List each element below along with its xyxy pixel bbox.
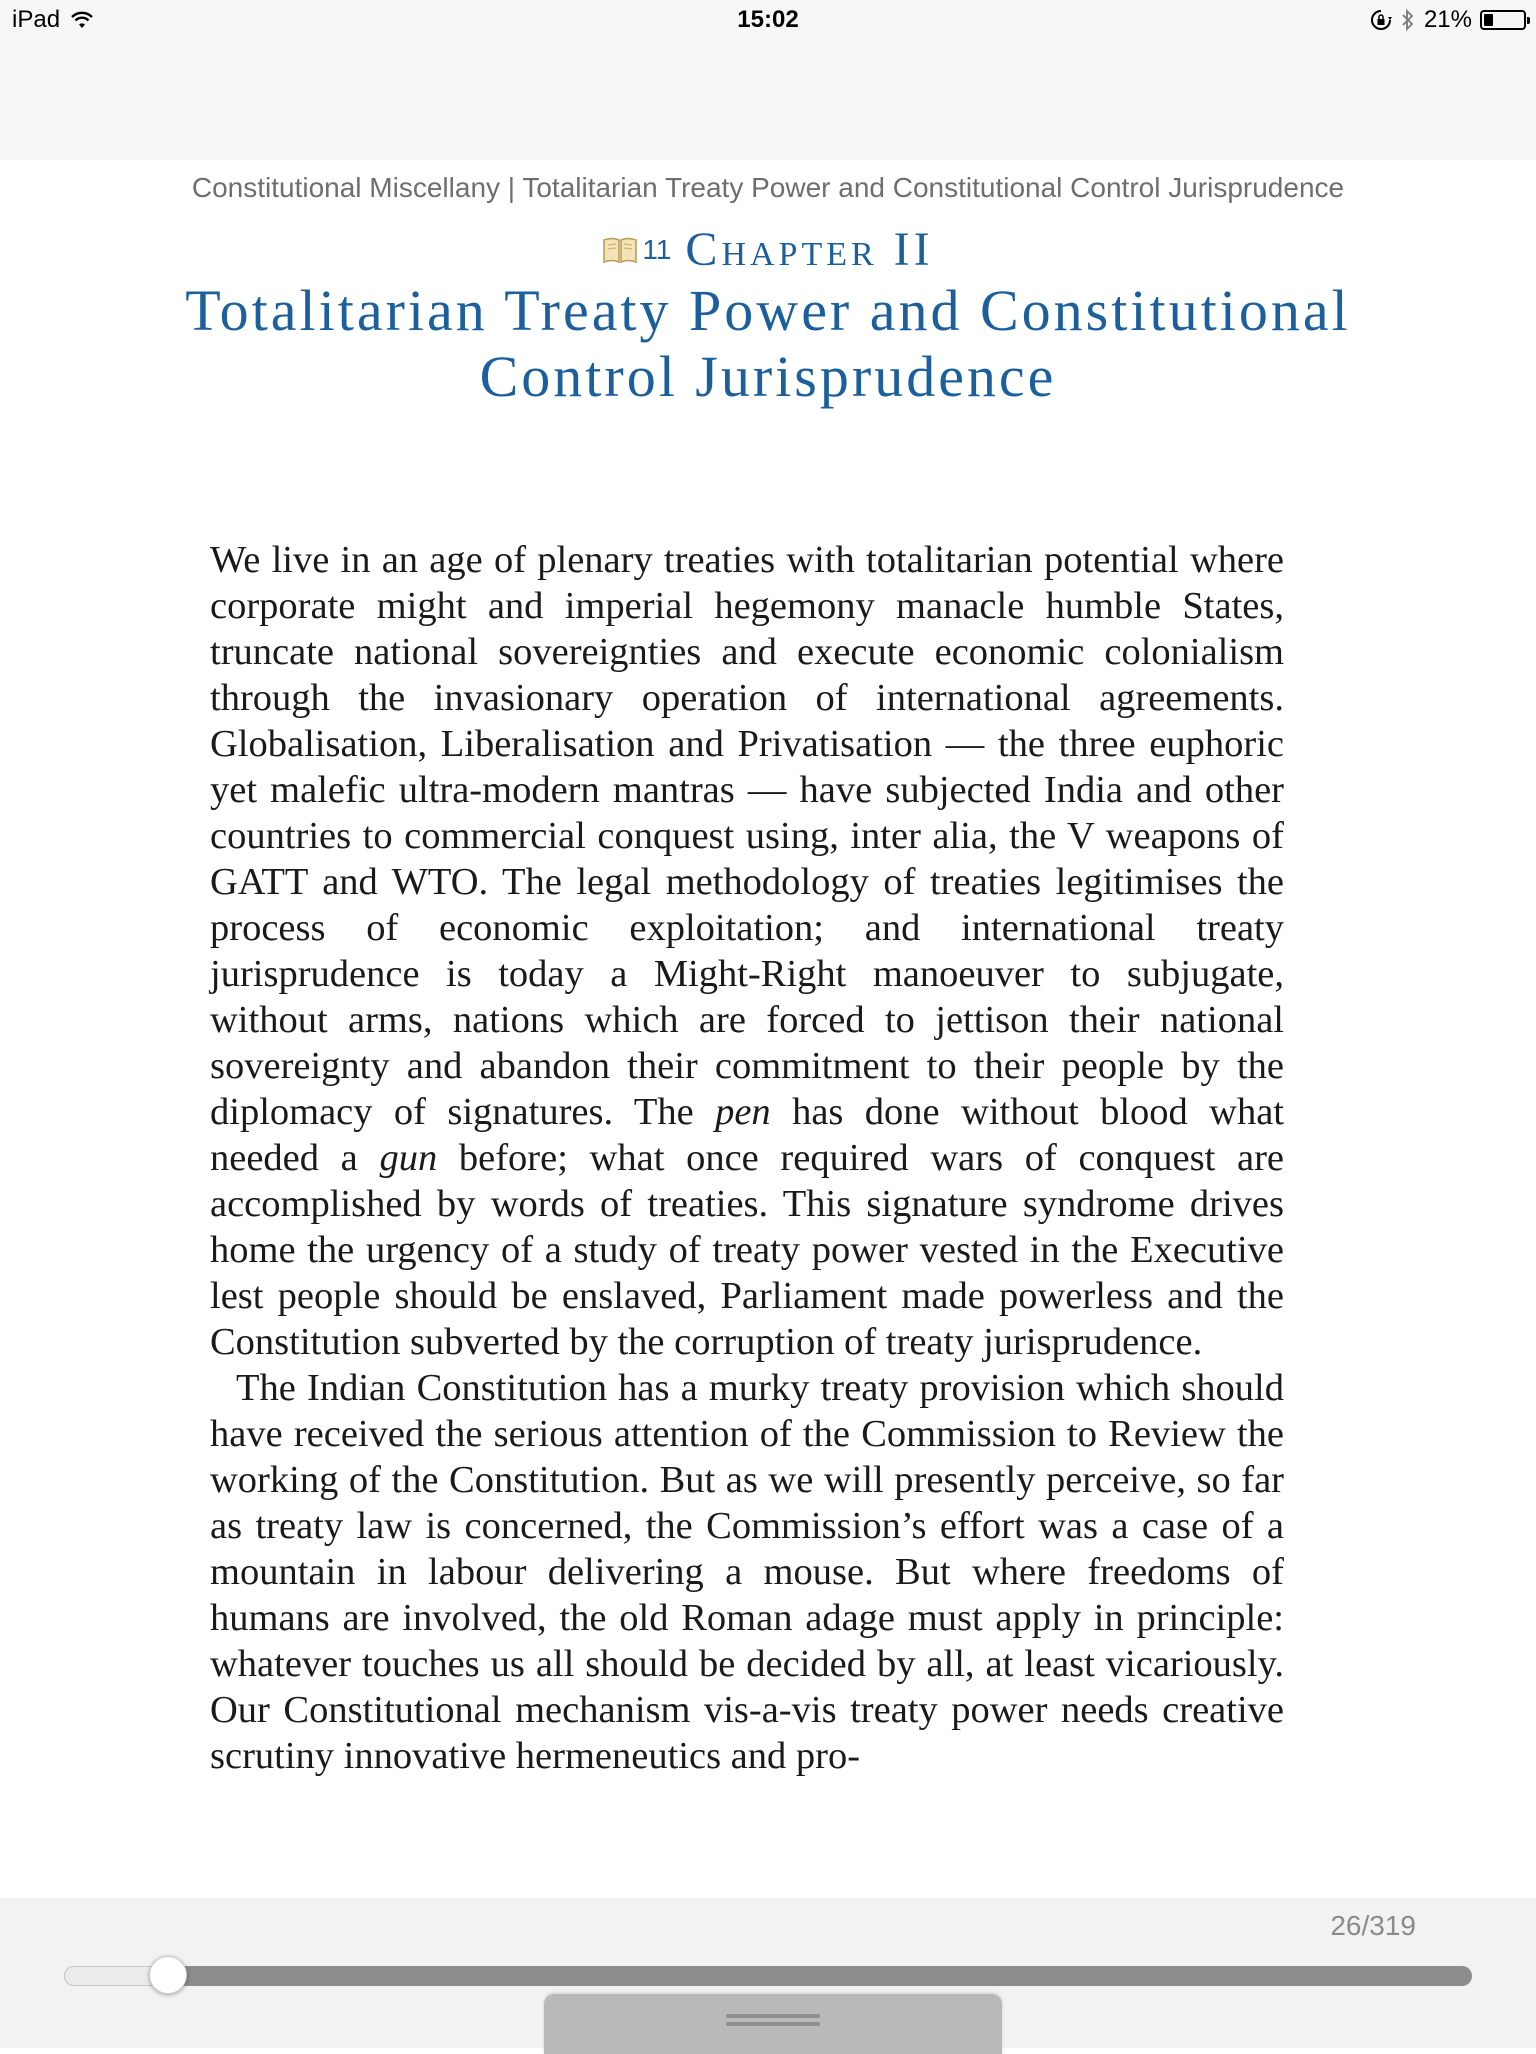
chapter-title: Totalitarian Treaty Power and Constitutional Control Jurisprudence	[185, 278, 1351, 409]
italic-run: gun	[379, 1137, 438, 1179]
text-run: We live in an age of plenary treaties with totalitarian potential where corporate might and imperial hegemony manacle humble States, truncate national sovereignties and execute economic colonialism through the invasionary operation of international agreements. Globalisation, Liberalisation and Privatisation — the three euphoric yet malefic ultra-modern mantras — have subjected India and other countries to commercial conquest using, inter alia, the V weapons of GATT and WTO. The legal methodology of treaties legitimises the process of economic exploitation; and international treaty jurisprudence is today a Might-Right manoeuver to subjugate, without arms, nations which are forced to jettison their national sovereignty and abandon their commitment to their people by the diplomacy of signatures. The	[210, 539, 1284, 1133]
paragraph-2	[210, 1365, 1284, 1779]
text-run: before; what once required wars of conquest are accomplished by words of treaties. This signature syndrome drives home the urgency of a study of treaty power vested in the Executive lest people should be enslaved, Parliament made powerless and the Constitution subverted by the corruption of treaty jurisprudence.	[210, 1137, 1284, 1363]
status-bar	[0, 0, 1536, 160]
wifi-icon	[70, 10, 94, 30]
battery-level	[1484, 14, 1493, 26]
status-right	[1370, 6, 1526, 34]
page-marker-number: 11	[642, 233, 672, 265]
grabber-handle-icon	[726, 2014, 820, 2026]
scrubber-thumb[interactable]	[149, 1956, 187, 1994]
page-marker[interactable]	[602, 234, 671, 266]
toc-pull-tab[interactable]	[544, 1994, 1002, 2054]
book-icon	[602, 236, 638, 264]
chapter-heading	[0, 222, 1536, 277]
bluetooth-icon	[1400, 8, 1416, 32]
device-name: iPad	[12, 6, 61, 33]
page-scrubber[interactable]	[64, 1966, 1472, 1986]
status-left	[12, 6, 94, 34]
battery-icon	[1480, 10, 1526, 30]
italic-run: pen	[715, 1091, 771, 1133]
text-run: The Indian Constitution has a murky treaty provision which should have received the serious attention of the Commission to Review the working of the Constitution. But as we will presently perceive, so far as treaty law is concerned, the Commission’s effort was a case of a mountain in labour delivering a mouse. But where freedoms of humans are involved, the old Roman adage must apply in principle: whatever touches us all should be decided by all, at least vicariously. Our Constitutional mechanism vis-a-vis treaty power needs creative scrutiny innovative hermeneutics and pro-	[210, 1367, 1284, 1777]
body-text	[210, 537, 1284, 1779]
page-indicator: 26/319	[1330, 1910, 1416, 1941]
orientation-lock-icon	[1370, 9, 1392, 31]
chapter-label: Chapter II	[685, 223, 934, 276]
paragraph-1	[210, 537, 1284, 1365]
running-header: Constitutional Miscellany | Totalitarian Treaty Power and Constitutional Control Jurisprudence	[191, 172, 1345, 203]
battery-percent: 21%	[1423, 6, 1472, 33]
reader-bottom-bar	[0, 1898, 1536, 2048]
text-run: has done without blood what needed a	[210, 1091, 1284, 1179]
status-time: 15:02	[737, 6, 799, 33]
battery-nub	[1527, 17, 1530, 24]
